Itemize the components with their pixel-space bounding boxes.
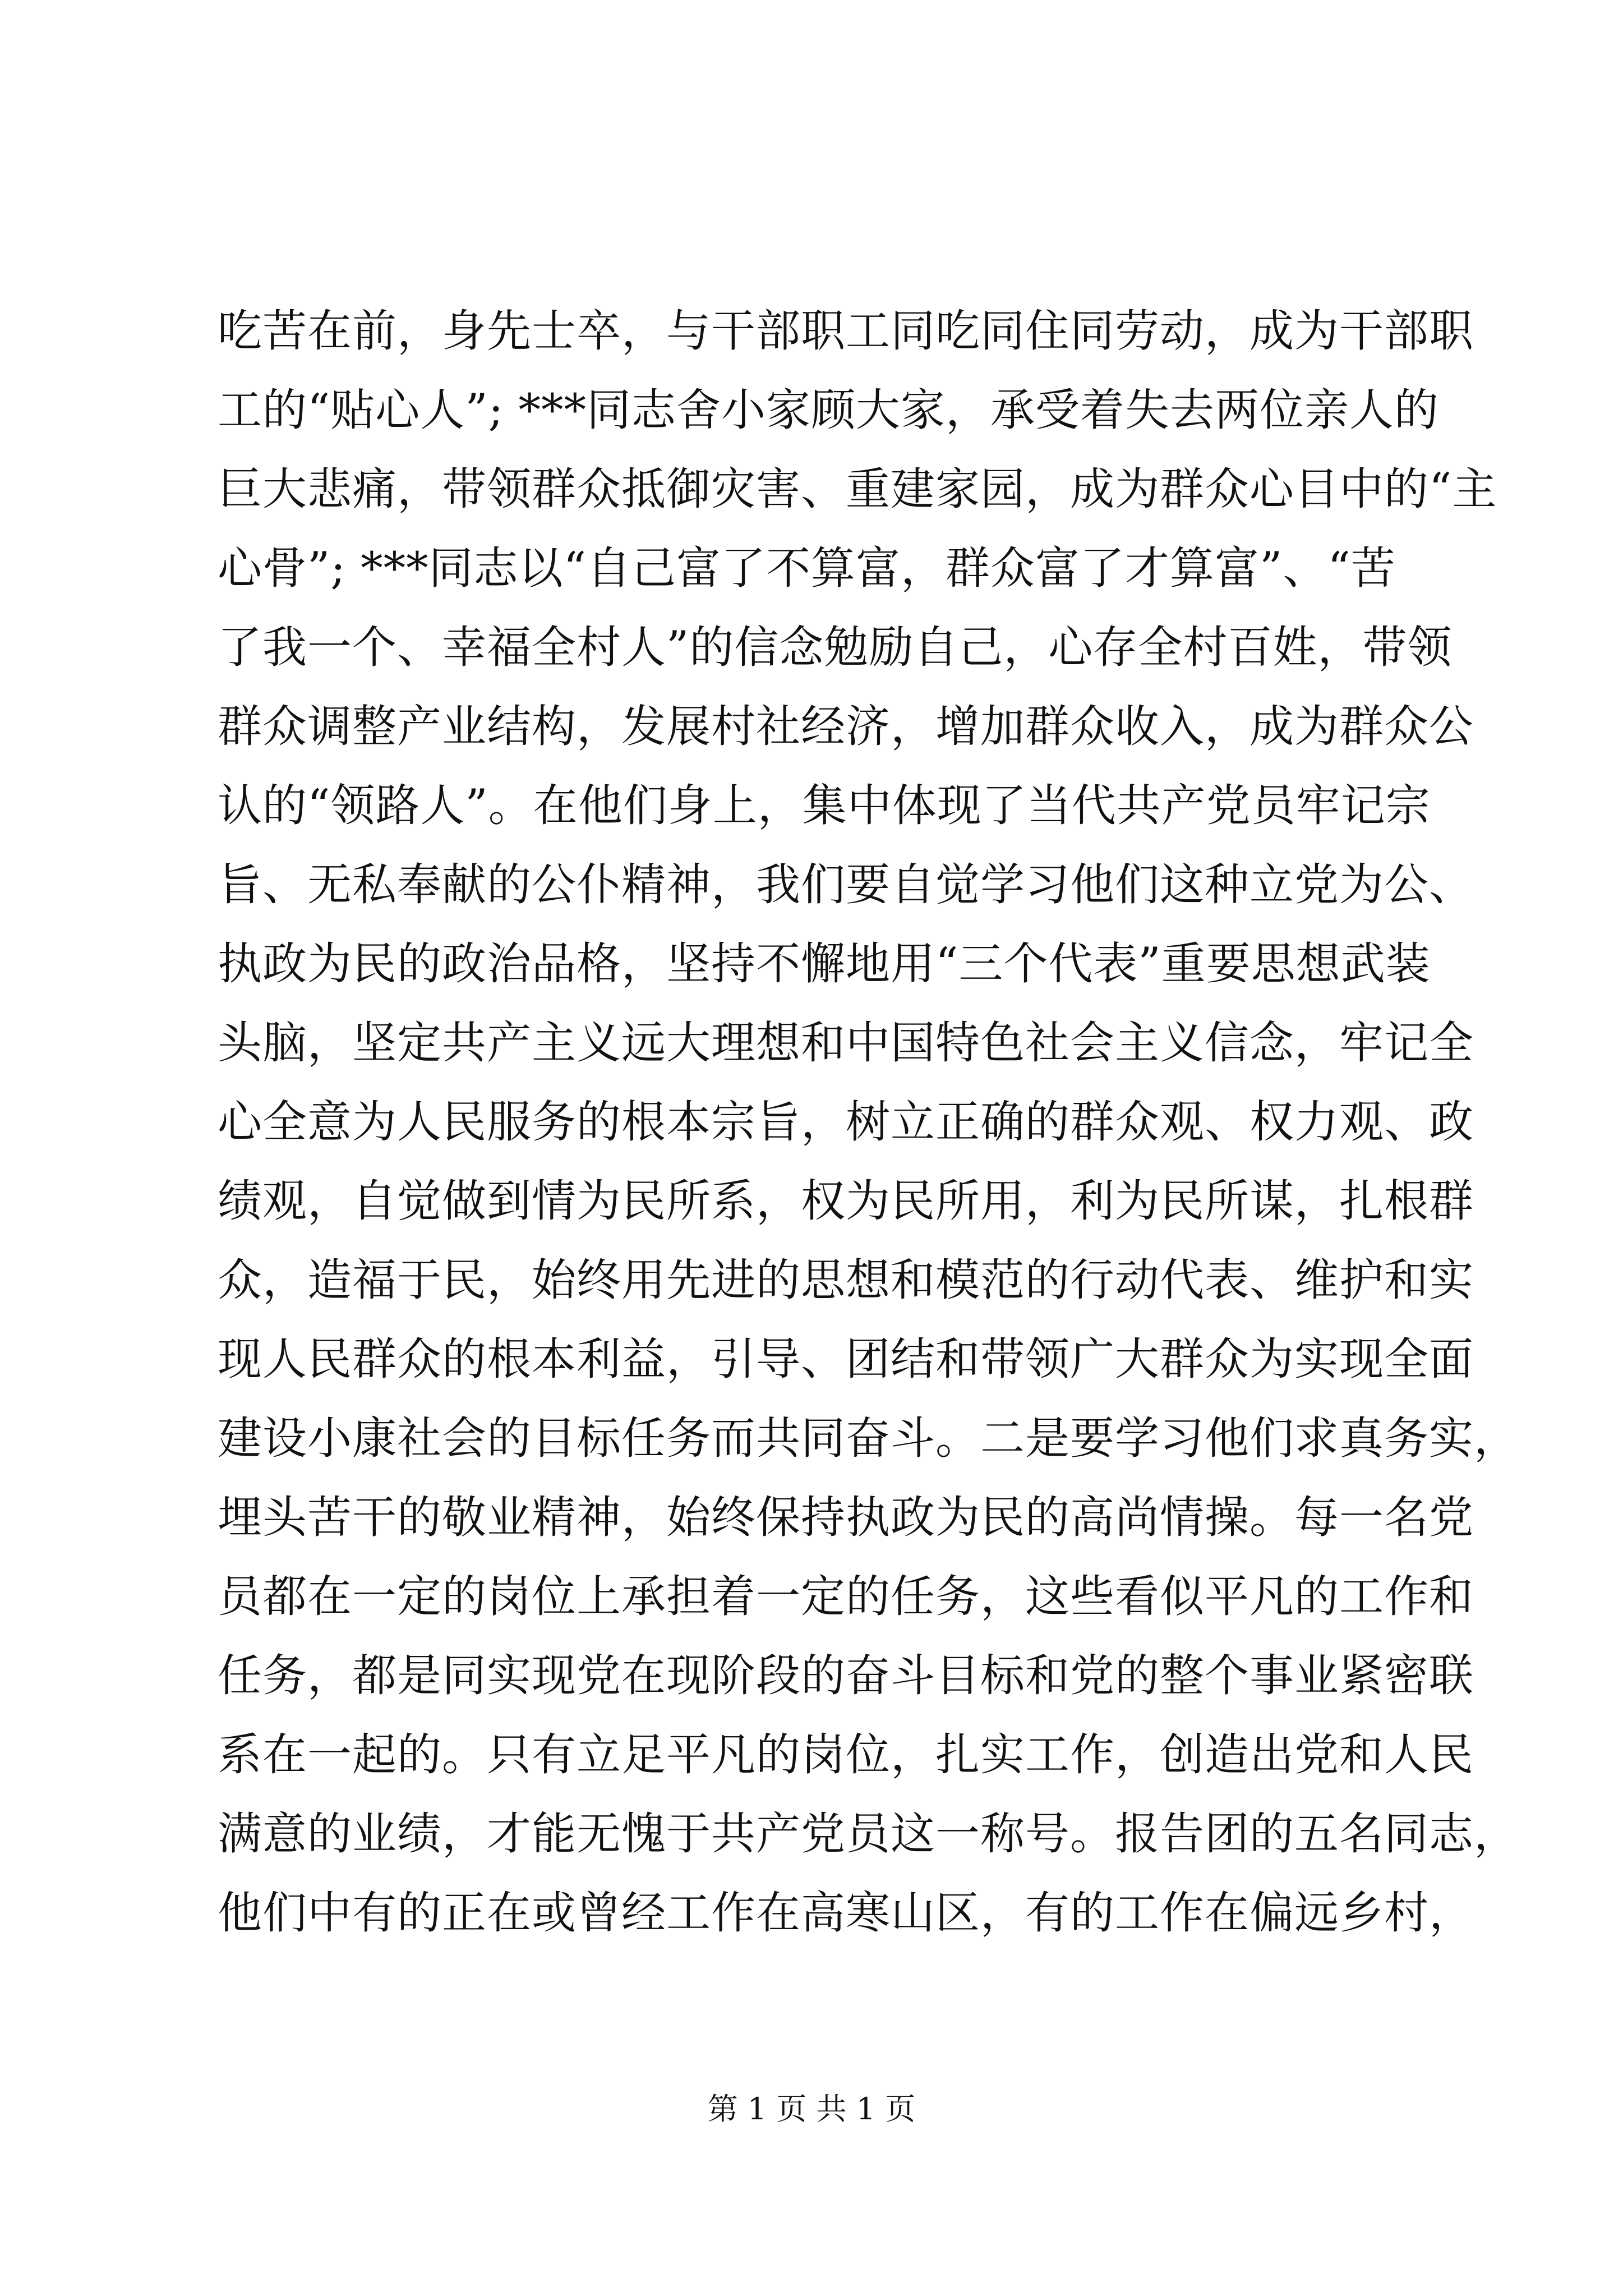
text-line: 认的“领路人”。在他们身上，集中体现了当代共产党员牢记宗 xyxy=(218,780,1431,831)
text-line: 头脑，坚定共产主义远大理想和中国特色社会主义信念，牢记全 xyxy=(218,1017,1474,1069)
text-line: 执政为民的政治品格，坚持不懈地用“三个代表”重要思想武装 xyxy=(218,938,1431,990)
text-line: 了我一个、幸福全村人”的信念勉励自己，心存全村百姓，带领 xyxy=(218,622,1453,673)
text-line: 群众调整产业结构，发展村社经济，增加群众收入，成为群众公 xyxy=(218,701,1474,752)
text-line: 吃苦在前，身先士卒，与干部职工同吃同住同劳动，成为干部职 xyxy=(218,305,1474,357)
page-footer: 第 1 页 共 1 页 xyxy=(707,2091,916,2127)
text-line: 任务，都是同实现党在现阶段的奋斗目标和党的整个事业紧密联 xyxy=(218,1650,1474,1701)
text-line: 他们中有的正在或曾经工作在高寒山区，有的工作在偏远乡村， xyxy=(218,1887,1474,1939)
text-line: 埋头苦干的敬业精神，始终保持执政为民的高尚情操。每一名党 xyxy=(218,1492,1474,1543)
text-line: 系在一起的。只有立足平凡的岗位，扎实工作，创造出党和人民 xyxy=(218,1729,1474,1780)
text-line: 工的“贴心人”; ***同志舍小家顾大家，承受着失去两位亲人的 xyxy=(218,384,1440,436)
text-line: 心全意为人民服务的根本宗旨，树立正确的群众观、权力观、政 xyxy=(218,1096,1474,1148)
text-line: 绩观，自觉做到情为民所系，权为民所用，利为民所谋，扎根群 xyxy=(218,1175,1474,1227)
body-text xyxy=(218,292,1519,1953)
text-line: 众，造福于民，始终用先进的思想和模范的行动代表、维护和实 xyxy=(218,1254,1474,1306)
text-line: 旨、无私奉献的公仆精神，我们要自觉学习他们这种立党为公、 xyxy=(218,859,1474,910)
text-line: 建设小康社会的目标任务而共同奋斗。二是要学习他们求真务实， xyxy=(218,1412,1519,1464)
text-line: 员都在一定的岗位上承担着一定的任务，这些看似平凡的工作和 xyxy=(218,1571,1474,1622)
text-line: 心骨”; ***同志以“自己富了不算富，群众富了才算富”、“苦 xyxy=(218,542,1396,594)
text-line: 巨大悲痛，带领群众抵御灾害、重建家园，成为群众心目中的“主 xyxy=(218,463,1497,515)
text-line: 满意的业绩，才能无愧于共产党员这一称号。报告团的五名同志， xyxy=(218,1808,1519,1860)
text-line: 现人民群众的根本利益，引导、团结和带领广大群众为实现全面 xyxy=(218,1333,1474,1385)
